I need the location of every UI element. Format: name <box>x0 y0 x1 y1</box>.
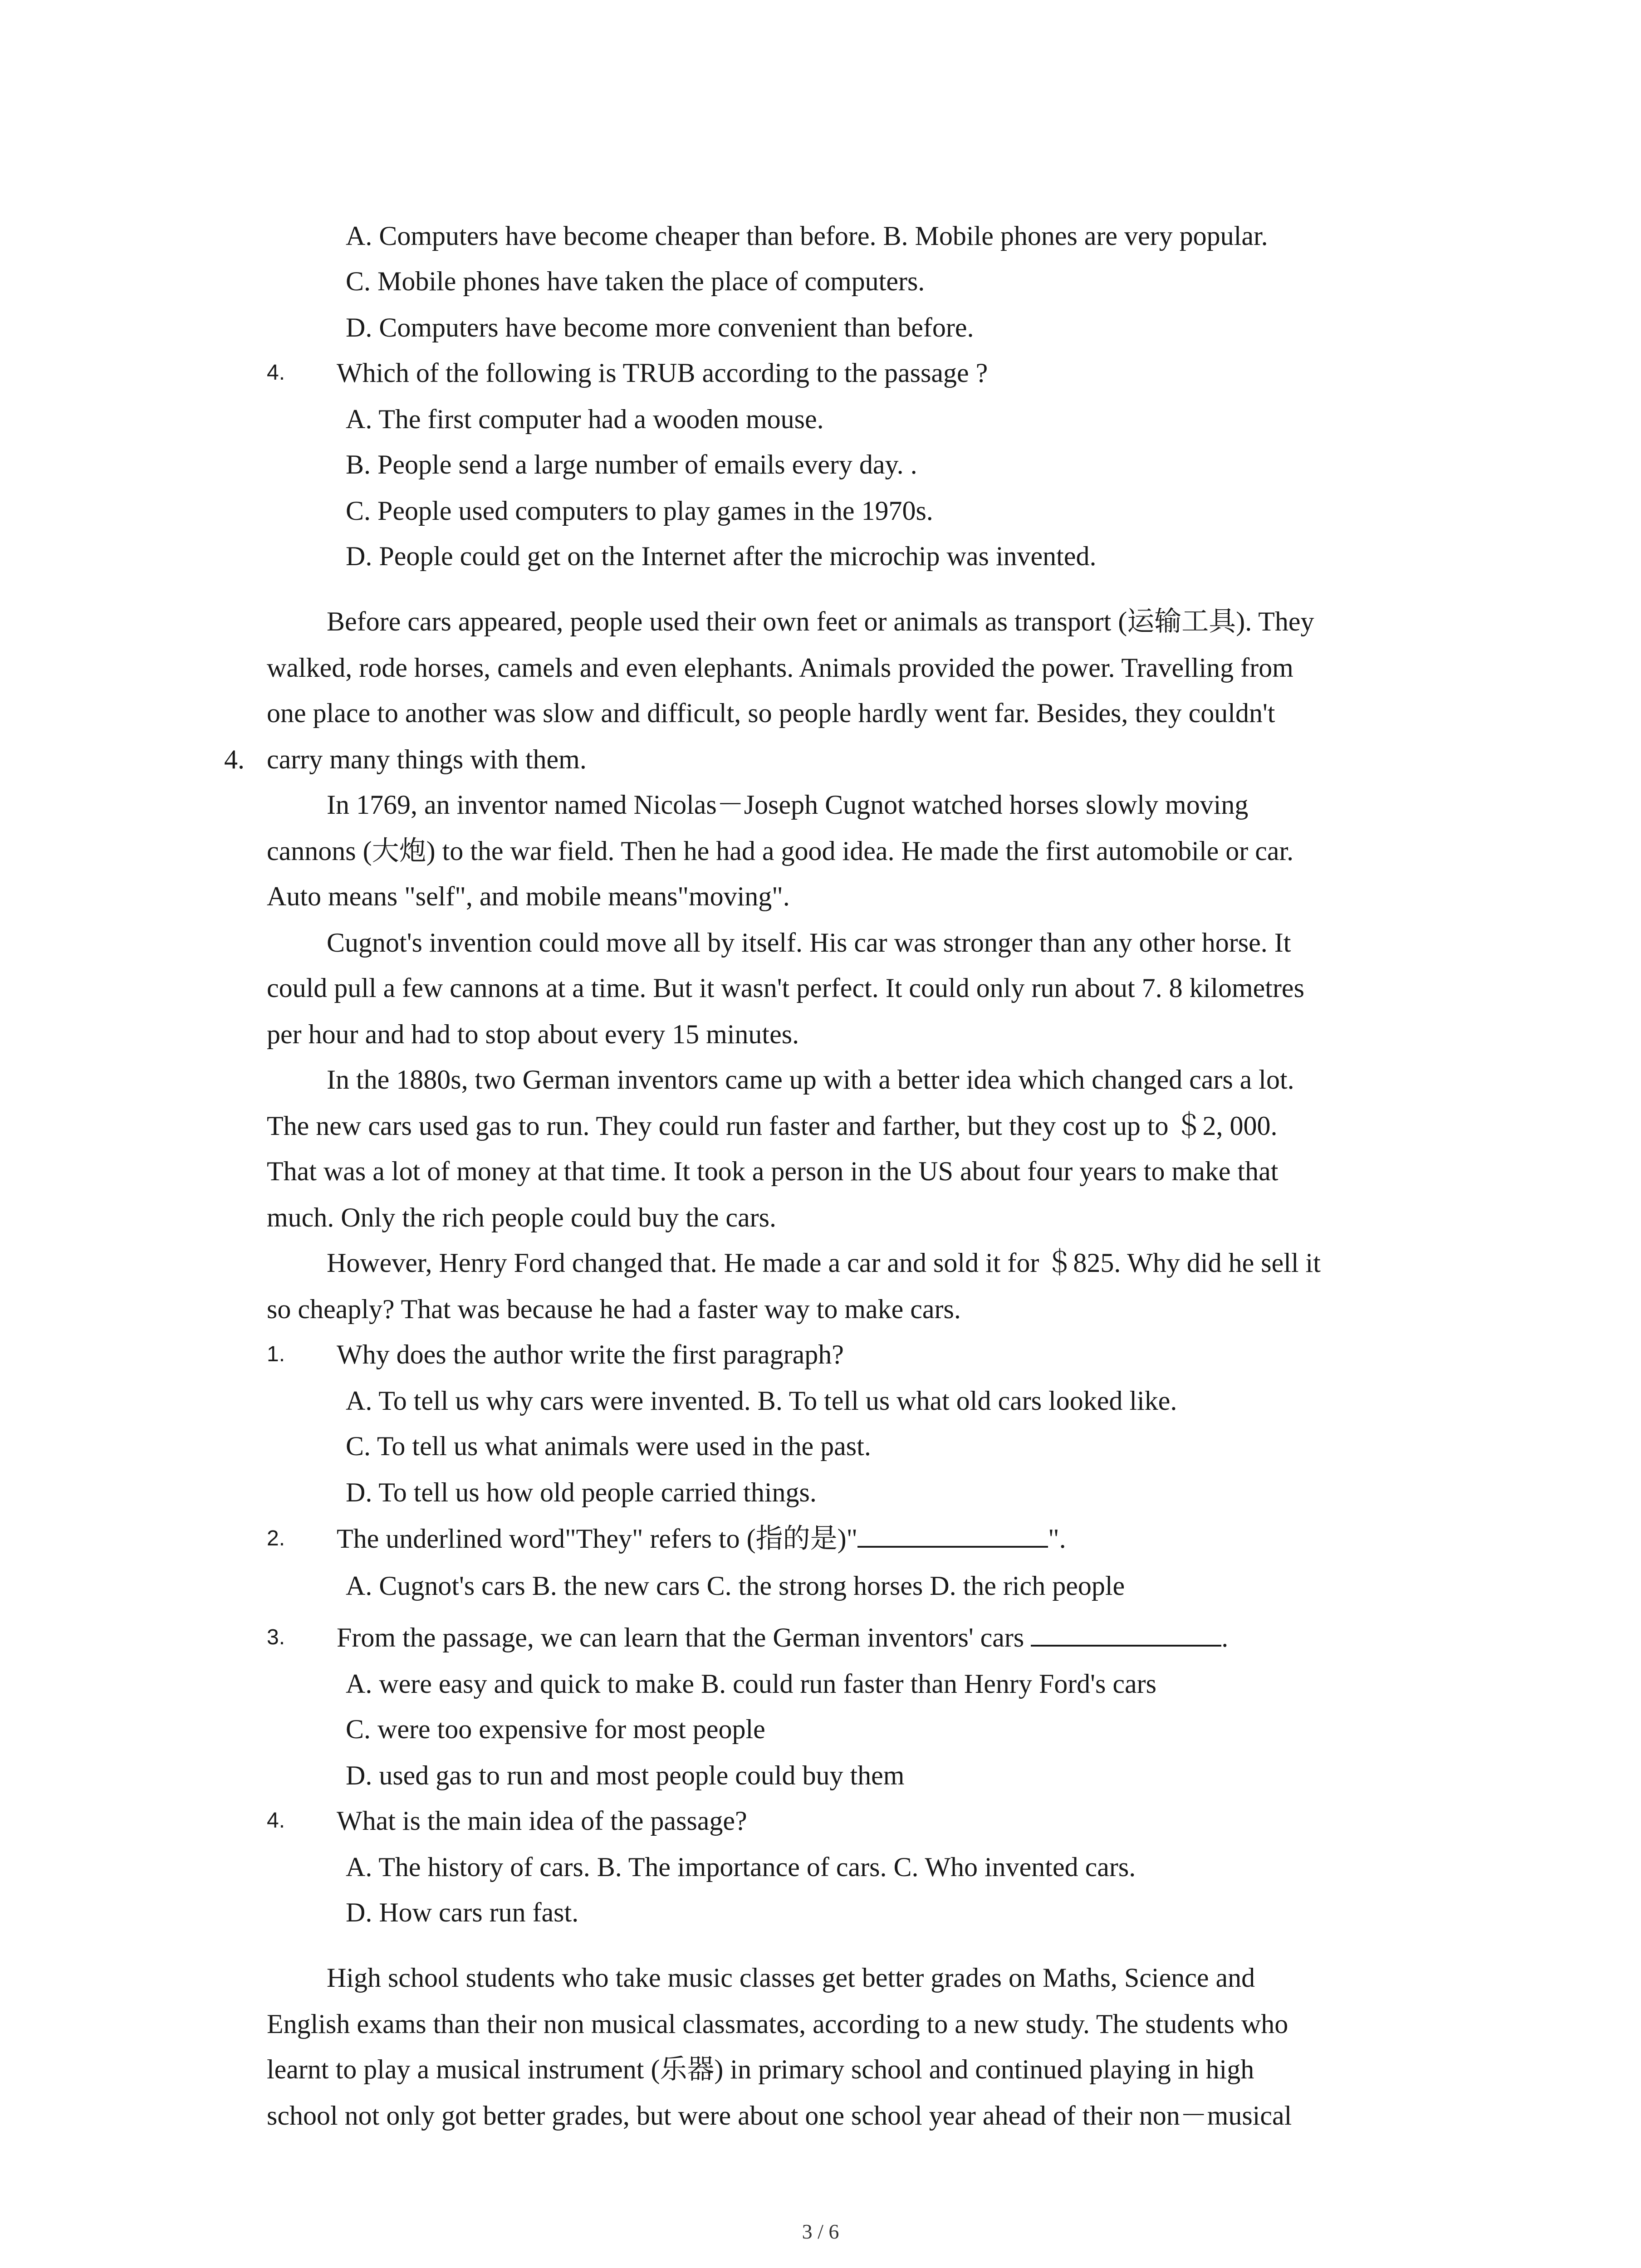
passage-line: However, Henry Ford changed that. He made a car and sold it for ＄825. Why did he sell it <box>327 1248 1321 1278</box>
option-line: A. The first computer had a wooden mouse. <box>346 404 824 434</box>
option-line: B. People send a large number of emails every day. . <box>346 450 917 479</box>
passage-line: In the 1880s, two German inventors came up with a better idea which changed cars a lot. <box>327 1065 1294 1095</box>
option-line: A. Computers have become cheaper than before. B. Mobile phones are very popular. <box>346 221 1268 251</box>
passage-line: Auto means "self", and mobile means"moving". <box>267 881 790 911</box>
option-line: A. were easy and quick to make B. could run faster than Henry Ford's cars <box>346 1669 1156 1699</box>
option-line: C. were too expensive for most people <box>346 1714 765 1744</box>
passage-line: The new cars used gas to run. They could run faster and farther, but they cost up to ＄2, 000. <box>267 1111 1278 1141</box>
question-text: Which of the following is TRUB according to the passage ? <box>337 358 988 388</box>
question-number: 1. <box>267 1342 285 1366</box>
option-line: D. used gas to run and most people could buy them <box>346 1760 905 1790</box>
passage-line: That was a lot of money at that time. It took a person in the US about four years to make that <box>267 1156 1279 1186</box>
question-number: 2. <box>267 1526 285 1550</box>
option-line: A. The history of cars. B. The importance of cars. C. Who invented cars. <box>346 1852 1136 1882</box>
question-text-end: . <box>1221 1623 1229 1652</box>
passage-line: walked, rode horses, camels and even elephants. Animals provided the power. Travelling from <box>267 653 1293 683</box>
page-number: 3 / 6 <box>802 2220 839 2243</box>
passage-line: school not only got better grades, but were about one school year ahead of their non－musical <box>267 2101 1292 2131</box>
answer-blank[interactable] <box>857 1520 1048 1548</box>
question-number: 3. <box>267 1625 285 1649</box>
passage-line: English exams than their non musical classmates, according to a new study. The students who <box>267 2009 1288 2039</box>
passage-line: Before cars appeared, people used their own feet or animals as transport (运输工具). They <box>327 606 1314 636</box>
passage-line: In 1769, an inventor named Nicolas－Joseph Cugnot watched horses slowly moving <box>327 790 1249 820</box>
passage-line: cannons (大炮) to the war field. Then he had a good idea. He made the first automobile or car. <box>267 836 1294 866</box>
passage-line: could pull a few cannons at a time. But it wasn't perfect. It could only run about 7. 8 kilometres <box>267 973 1304 1003</box>
question-text-start: From the passage, we can learn that the German inventors' cars <box>337 1623 1031 1652</box>
question-number: 4. <box>267 1809 285 1833</box>
option-line: C. To tell us what animals were used in the past. <box>346 1431 871 1461</box>
passage-line: Cugnot's invention could move all by itself. His car was stronger than any other horse. It <box>327 928 1291 958</box>
option-line: C. Mobile phones have taken the place of computers. <box>346 266 925 296</box>
passage-line: carry many things with them. <box>267 744 587 774</box>
option-line: D. Computers have become more convenient than before. <box>346 313 974 342</box>
passage-line: so cheaply? That was because he had a faster way to make cars. <box>267 1294 961 1324</box>
passage-line: much. Only the rich people could buy the cars. <box>267 1202 777 1232</box>
question-number: 4. <box>267 361 285 385</box>
passage-line: learnt to play a musical instrument (乐器) in primary school and continued playing in high <box>267 2054 1254 2084</box>
option-line: D. People could get on the Internet after the microchip was invented. <box>346 541 1097 571</box>
option-line: C. People used computers to play games in the 1970s. <box>346 496 933 526</box>
option-line: D. To tell us how old people carried things. <box>346 1477 817 1507</box>
question-text <box>337 1619 1228 1656</box>
question-text-start: The underlined word"They" refers to (指的是)" <box>337 1524 858 1554</box>
question-text-end: ". <box>1048 1524 1066 1554</box>
question-text <box>337 1520 1066 1557</box>
answer-blank[interactable] <box>1031 1619 1221 1647</box>
passage-line: one place to another was slow and difficult, so people hardly went far. Besides, they couldn't <box>267 698 1275 728</box>
question-text: Why does the author write the first paragraph? <box>337 1339 844 1369</box>
question-text: What is the main idea of the passage? <box>337 1806 747 1836</box>
option-line: A. Cugnot's cars B. the new cars C. the strong horses D. the rich people <box>346 1571 1125 1601</box>
passage-line: High school students who take music classes get better grades on Maths, Science and <box>327 1963 1255 1993</box>
option-line: D. How cars run fast. <box>346 1897 579 1927</box>
passage-number: 4. <box>224 744 245 774</box>
passage-line: per hour and had to stop about every 15 minutes. <box>267 1019 799 1049</box>
option-line: A. To tell us why cars were invented. B. To tell us what old cars looked like. <box>346 1386 1177 1416</box>
